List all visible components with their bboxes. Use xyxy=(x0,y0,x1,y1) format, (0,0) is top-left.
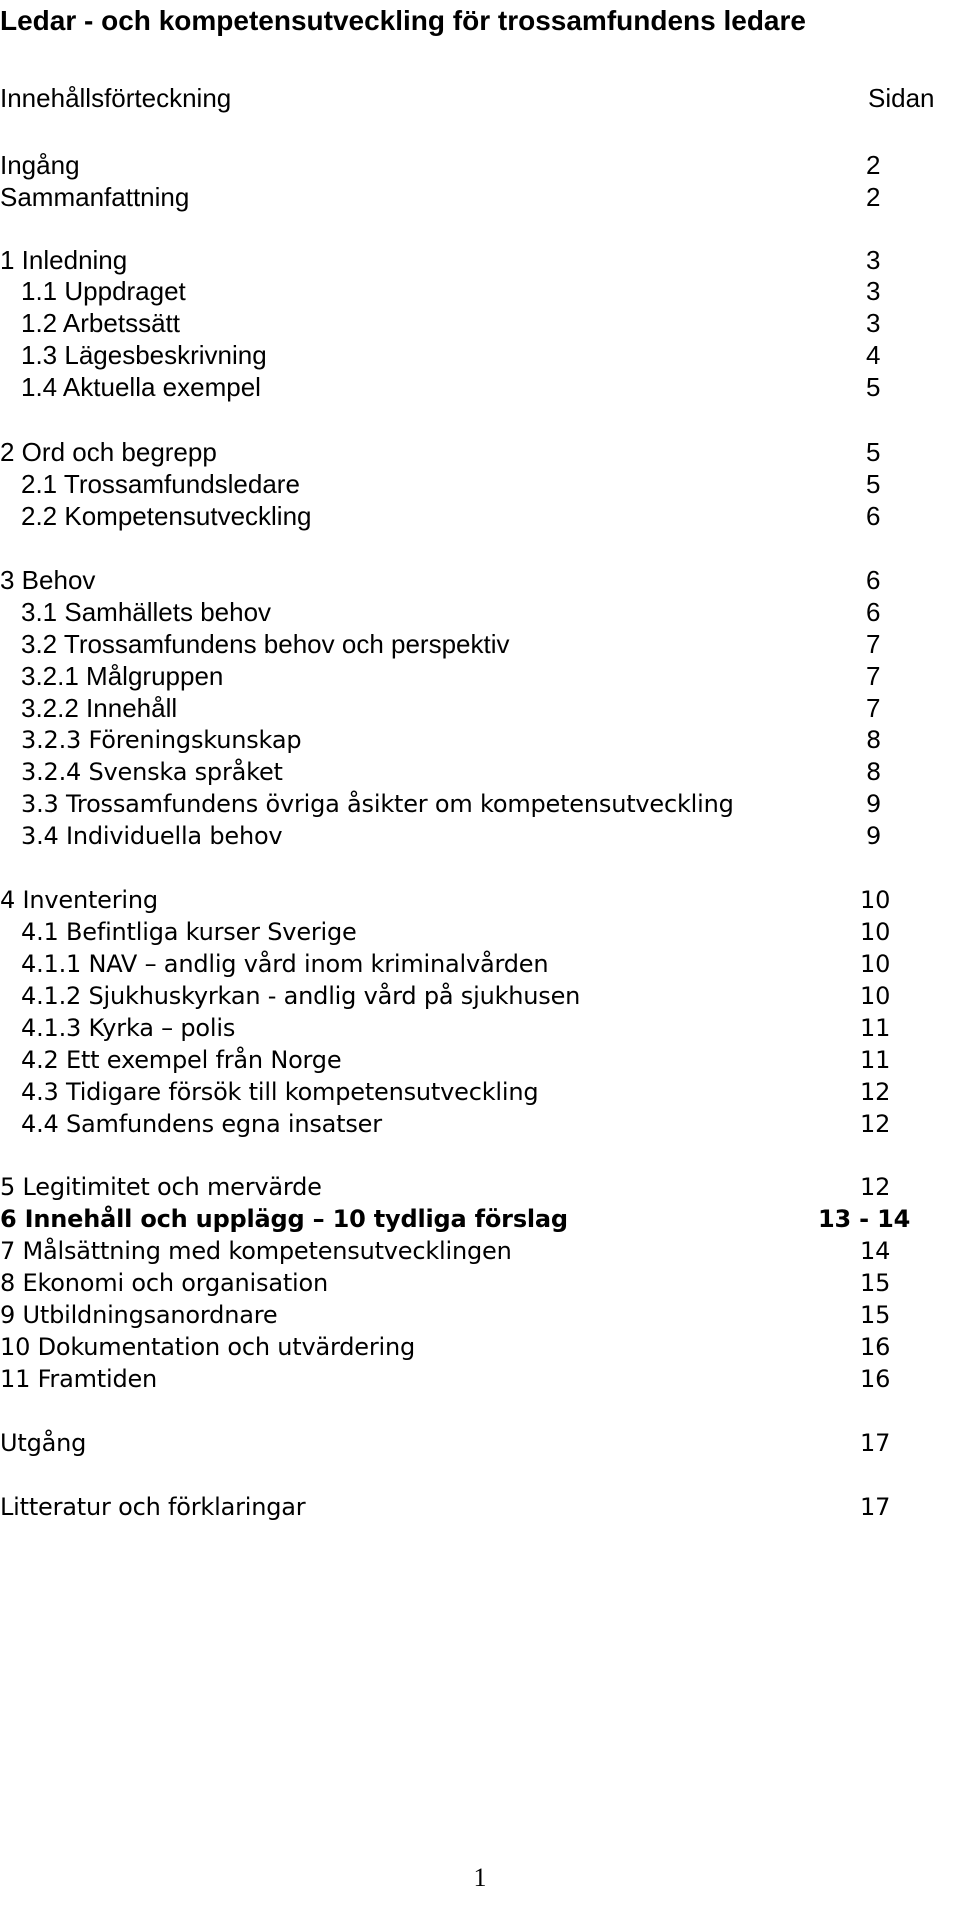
toc-header-page-label: Sidan xyxy=(868,83,935,113)
toc-entry-page: 2 xyxy=(866,182,881,212)
toc-entry-page: 5 xyxy=(866,372,881,402)
toc-entry-label: 3.1 Samhällets behov xyxy=(21,597,272,627)
toc-entry-label: 1.3 Lägesbeskrivning xyxy=(21,340,267,370)
toc-entry xyxy=(0,1488,960,1527)
toc-entry-page: 10 xyxy=(860,918,891,946)
toc-entry-page: 10 xyxy=(860,886,891,914)
toc-entry-page: 17 xyxy=(860,1429,891,1457)
toc-entry-label: 2 Ord och begrepp xyxy=(0,437,217,467)
toc-entry-page: 9 xyxy=(866,790,882,818)
toc-entry-label: 4.3 Tidigare försök till kompetensutveckling xyxy=(21,1078,539,1106)
toc-header xyxy=(0,79,960,118)
toc-entry-page: 5 xyxy=(866,469,881,499)
toc-entry-page: 12 xyxy=(860,1110,891,1138)
toc-entry-page: 13 - 14 xyxy=(818,1205,911,1233)
toc-entry xyxy=(0,178,960,217)
toc-entry-label: 11 Framtiden xyxy=(0,1365,158,1393)
toc-entry xyxy=(0,1105,960,1144)
toc-entry-page: 12 xyxy=(860,1173,891,1201)
toc-entry-label: 4.1 Befintliga kurser Sverige xyxy=(21,918,357,946)
toc-entry-label: 3.4 Individuella behov xyxy=(21,822,283,850)
toc-entry-page: 15 xyxy=(860,1269,891,1297)
toc-entry xyxy=(0,368,960,407)
document-title: Ledar - och kompetensutveckling för trossamfundens ledare xyxy=(0,5,806,36)
toc-entry xyxy=(0,497,960,536)
toc-entry-page: 4 xyxy=(866,340,881,370)
toc-entry-label: 3 Behov xyxy=(0,565,96,595)
toc-entry-page: 15 xyxy=(860,1301,891,1329)
toc-entry xyxy=(0,1424,960,1463)
toc-entry-label: 1.4 Aktuella exempel xyxy=(21,372,261,402)
toc-entry-label: 4.1.3 Kyrka – polis xyxy=(21,1014,236,1042)
toc-entry-label: 8 Ekonomi och organisation xyxy=(0,1269,329,1297)
toc-entry-label: 4.2 Ett exempel från Norge xyxy=(21,1046,342,1074)
toc-entry-label: 3.3 Trossamfundens övriga åsikter om kompetensutveckling xyxy=(21,790,734,818)
toc-entry-label: 1.2 Arbetssätt xyxy=(21,308,180,338)
toc-entry-label: 6 Innehåll och upplägg – 10 tydliga förslag xyxy=(0,1205,568,1233)
toc-entry-label: 3.2 Trossamfundens behov och perspektiv xyxy=(21,629,510,659)
page-number: 1 xyxy=(473,1863,487,1892)
toc-entry-label: 9 Utbildningsanordnare xyxy=(0,1301,278,1329)
toc-entry-label: 4.4 Samfundens egna insatser xyxy=(21,1110,382,1138)
toc-entry-page: 8 xyxy=(866,758,882,786)
toc-entry-label: Utgång xyxy=(0,1429,87,1457)
toc-entry-page: 12 xyxy=(860,1078,891,1106)
toc-entry-label: 4.1.2 Sjukhuskyrkan - andlig vård på sjukhusen xyxy=(21,982,581,1010)
toc-entry-page: 14 xyxy=(860,1237,891,1265)
toc-entry-page: 10 xyxy=(860,950,891,978)
toc-entry-label: 4.1.1 NAV – andlig vård inom kriminalvården xyxy=(21,950,549,978)
toc-entry-page: 3 xyxy=(866,308,881,338)
toc-entry-page: 9 xyxy=(866,822,882,850)
toc-entry-label: 2.2 Kompetensutveckling xyxy=(21,501,312,531)
toc-entry-page: 7 xyxy=(866,661,881,691)
toc-entry-label: 3.2.4 Svenska språket xyxy=(21,758,283,786)
toc-entry-page: 16 xyxy=(860,1365,891,1393)
toc-header-label: Innehållsförteckning xyxy=(0,83,232,113)
toc-entry-page: 16 xyxy=(860,1333,891,1361)
toc-entry-page: 11 xyxy=(860,1014,891,1042)
toc-entry-page: 6 xyxy=(866,597,881,627)
toc-entry-page: 10 xyxy=(860,982,891,1010)
toc-entry-label: 1 Inledning xyxy=(0,245,128,275)
toc-entry-label: 5 Legitimitet och mervärde xyxy=(0,1173,322,1201)
toc-entry-page: 7 xyxy=(866,693,881,723)
toc-entry-page: 6 xyxy=(866,565,881,595)
toc-entry-label: Ingång xyxy=(0,150,80,180)
toc-entry-label: 3.2.1 Målgruppen xyxy=(21,661,224,691)
toc-entry-label: 7 Målsättning med kompetensutvecklingen xyxy=(0,1237,512,1265)
toc-entry-page: 6 xyxy=(866,501,881,531)
toc-entry-page: 17 xyxy=(860,1493,891,1521)
toc-entry xyxy=(0,1360,960,1399)
toc-entry-label: Litteratur och förklaringar xyxy=(0,1493,306,1521)
toc-entry xyxy=(0,817,960,856)
toc-entry-page: 7 xyxy=(866,629,881,659)
toc-entry-label: 2.1 Trossamfundsledare xyxy=(21,469,300,499)
toc-entry-page: 11 xyxy=(860,1046,891,1074)
toc-entry-page: 3 xyxy=(866,245,881,275)
toc-entry-page: 8 xyxy=(866,726,882,754)
toc-entry-page: 5 xyxy=(866,437,881,467)
toc-entry-page: 3 xyxy=(866,276,881,306)
toc-entry-label: Sammanfattning xyxy=(0,182,190,212)
toc-entry-label: 4 Inventering xyxy=(0,886,158,914)
toc-entry-label: 3.2.3 Föreningskunskap xyxy=(21,726,302,754)
toc-entry-label: 1.1 Uppdraget xyxy=(21,276,186,306)
toc-entry-label: 10 Dokumentation och utvärdering xyxy=(0,1333,416,1361)
toc-entry-label: 3.2.2 Innehåll xyxy=(21,693,178,723)
toc-entry-page: 2 xyxy=(866,150,881,180)
